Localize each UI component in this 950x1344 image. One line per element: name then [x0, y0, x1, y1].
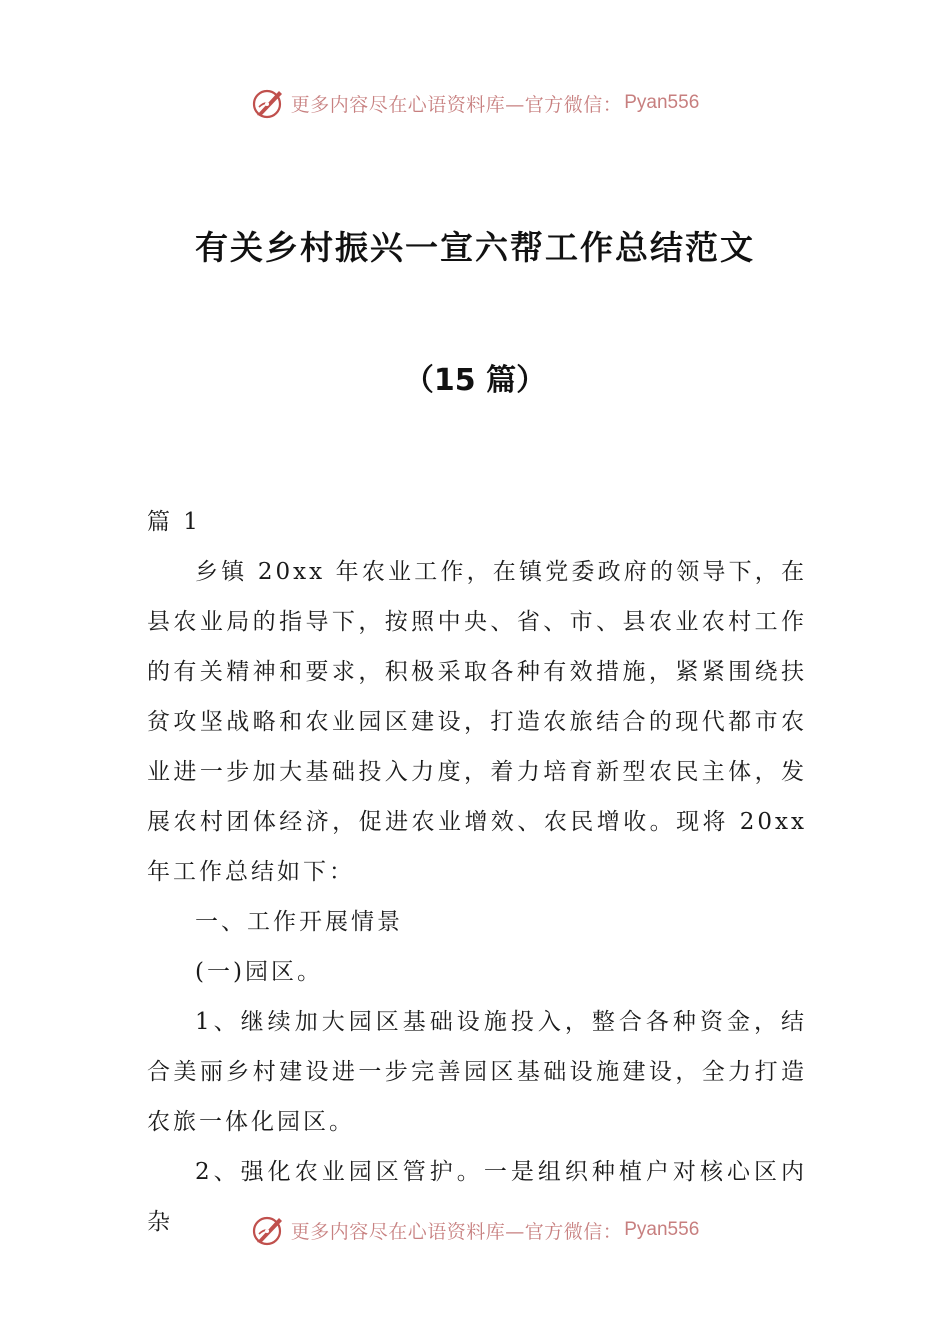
- footer-wechat-id: Pyan556: [624, 1219, 700, 1240]
- section-label: 篇 1: [147, 509, 201, 535]
- document-subtitle: （15 篇）: [403, 363, 547, 398]
- subsection-heading: (一)园区。: [195, 959, 323, 985]
- body-paragraph: 乡镇 20xx 年农业工作，在镇党委政府的领导下，在县农业局的指导下，按照中央、省、市、县农业农村工作的有关精神和要求，积极采取各种有效措施，紧紧围绕扶贫攻坚战略和农业园区建设，打造农旅结合的现代都市农业进一步加大基础投入力度，着力培育新型农民主体，发展农村团体经济，促进农业增效、农民增收。现将 20xx 年工作总结如下：: [147, 559, 807, 885]
- body-paragraph: 1、继续加大园区基础设施投入，整合各种资金，结合美丽乡村建设进一步完善园区基础设施建设，全力打造农旅一体化园区。: [147, 1009, 807, 1135]
- quill-logo-icon: [251, 85, 287, 121]
- body-paragraph: 2、强化农业园区管护。一是组织种植户对核心区内杂: [147, 1159, 807, 1235]
- header-watermark-banner: [0, 83, 950, 123]
- footer-watermark-banner: [0, 1210, 950, 1250]
- section-heading: 一、工作开展情景: [195, 909, 403, 935]
- document-body: [147, 497, 807, 1247]
- header-banner-text: 更多内容尽在心语资料库—官方微信：: [290, 93, 623, 116]
- document-title: 有关乡村振兴一宣六帮工作总结范文: [195, 228, 755, 267]
- footer-banner-text: 更多内容尽在心语资料库—官方微信：: [290, 1220, 623, 1243]
- quill-logo-icon: [251, 1212, 287, 1248]
- header-wechat-id: Pyan556: [624, 92, 700, 113]
